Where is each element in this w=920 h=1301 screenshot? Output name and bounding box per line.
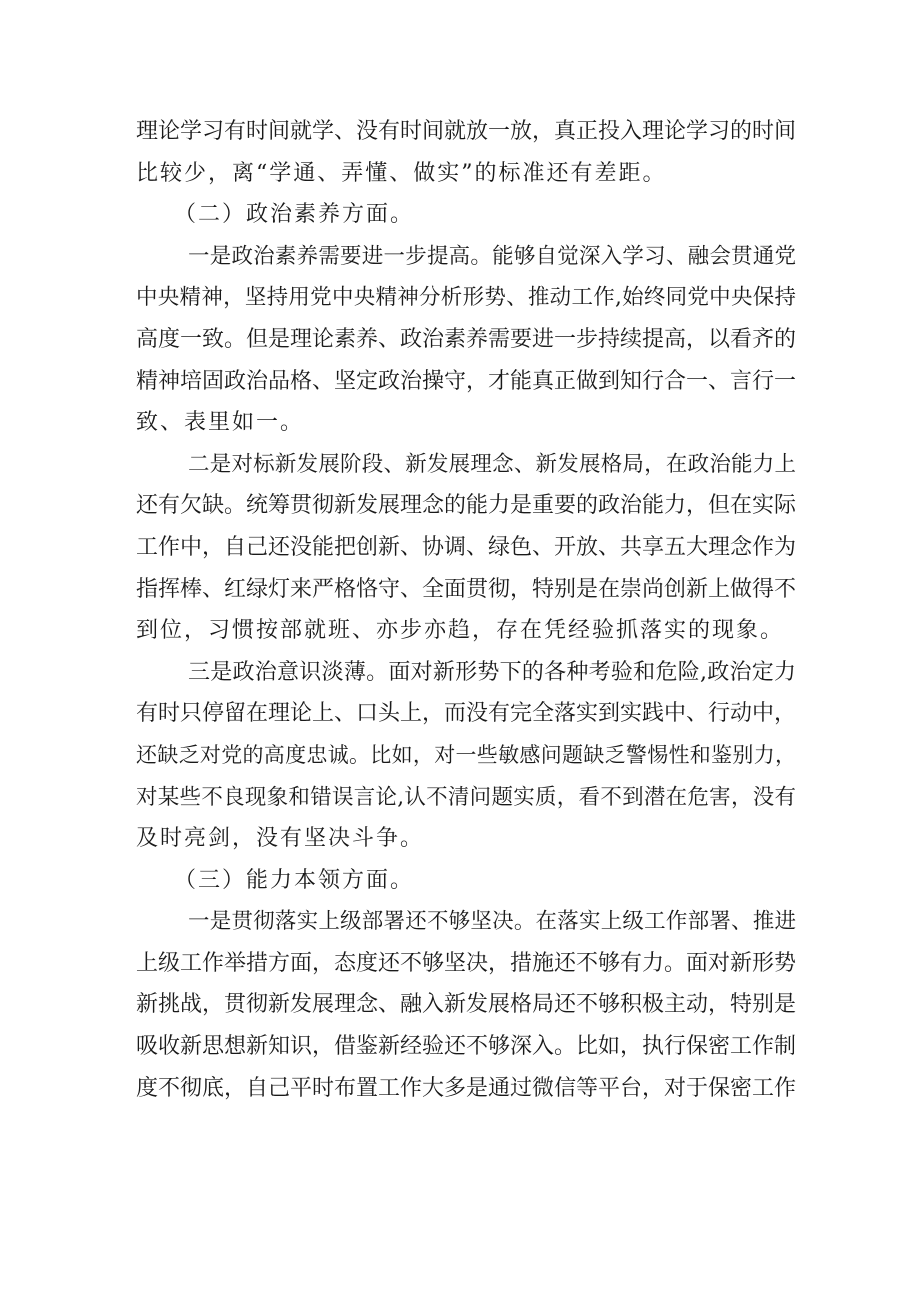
paragraph-line: 致、表里如一。 <box>136 410 305 436</box>
paragraph-line: 新挑战，贯彻新发展理念、融入新发展格局还不够积极主动，特别是 <box>136 992 797 1018</box>
paragraph-line: 三是政治意识淡薄。面对新形势下的各种考验和危险,政治定力 <box>188 659 796 685</box>
paragraph-line: 精神培固政治品格、坚定政治操守，才能真正做到知行合一、言行一 <box>136 368 797 394</box>
paragraph-line: 工作中，自己还没能把创新、协调、绿色、开放、共享五大理念作为 <box>136 534 797 560</box>
paragraph-line: 高度一致。但是理论素养、政治素养需要进一步持续提高，以看齐的 <box>136 326 797 352</box>
paragraph-line: 比较少，离“学通、弄懂、做实”的标准还有差距。 <box>136 160 667 186</box>
paragraph-line: 有时只停留在理论上、口头上，而没有完全落实到实践中、行动中， <box>136 701 797 727</box>
paragraph-line: 一是贯彻落实上级部署还不够坚决。在落实上级工作部署、推进 <box>188 909 796 935</box>
paragraph-line: 对某些不良现象和错误言论,认不清问题实质，看不到潜在危害，没有 <box>136 784 796 810</box>
paragraph-line: 二是对标新发展阶段、新发展理念、新发展格局，在政治能力上 <box>188 451 796 477</box>
paragraph-line: 中央精神，坚持用党中央精神分析形势、推动工作,始终同党中央保持 <box>136 285 796 311</box>
paragraph-line: 吸收新思想新知识，借鉴新经验还不够深入。比如，执行保密工作制 <box>136 1034 797 1060</box>
paragraph-line: 到位，习惯按部就班、亦步亦趋，存在凭经验抓落实的现象。 <box>136 618 785 644</box>
section-heading: （三）能力本领方面。 <box>174 867 415 893</box>
paragraph-line: 还缺乏对党的高度忠诚。比如，对一些敏感问题缺乏警惕性和鉴别力， <box>136 742 796 767</box>
paragraph-line: 上级工作举措方面，态度还不够坚决，措施还不够有力。面对新形势 <box>136 950 797 976</box>
paragraph-line: 指挥棒、红绿灯来严格恪守、全面贯彻，特别是在崇尚创新上做得不 <box>136 576 797 602</box>
paragraph-line: 一是政治素养需要进一步提高。能够自觉深入学习、融会贯通党 <box>188 243 796 269</box>
paragraph-line: 理论学习有时间就学、没有时间就放一放，真正投入理论学习的时间 <box>136 119 797 144</box>
paragraph-line: 还有欠缺。统筹贯彻新发展理念的能力是重要的政治能力，但在实际 <box>136 493 797 519</box>
document-body <box>136 111 796 1109</box>
paragraph-line: 及时亮剑，没有坚决斗争。 <box>136 826 425 852</box>
section-heading: （二）政治素养方面。 <box>174 202 415 228</box>
paragraph-line: 度不彻底，自己平时布置工作大多是通过微信等平台，对于保密工作 <box>136 1075 797 1101</box>
